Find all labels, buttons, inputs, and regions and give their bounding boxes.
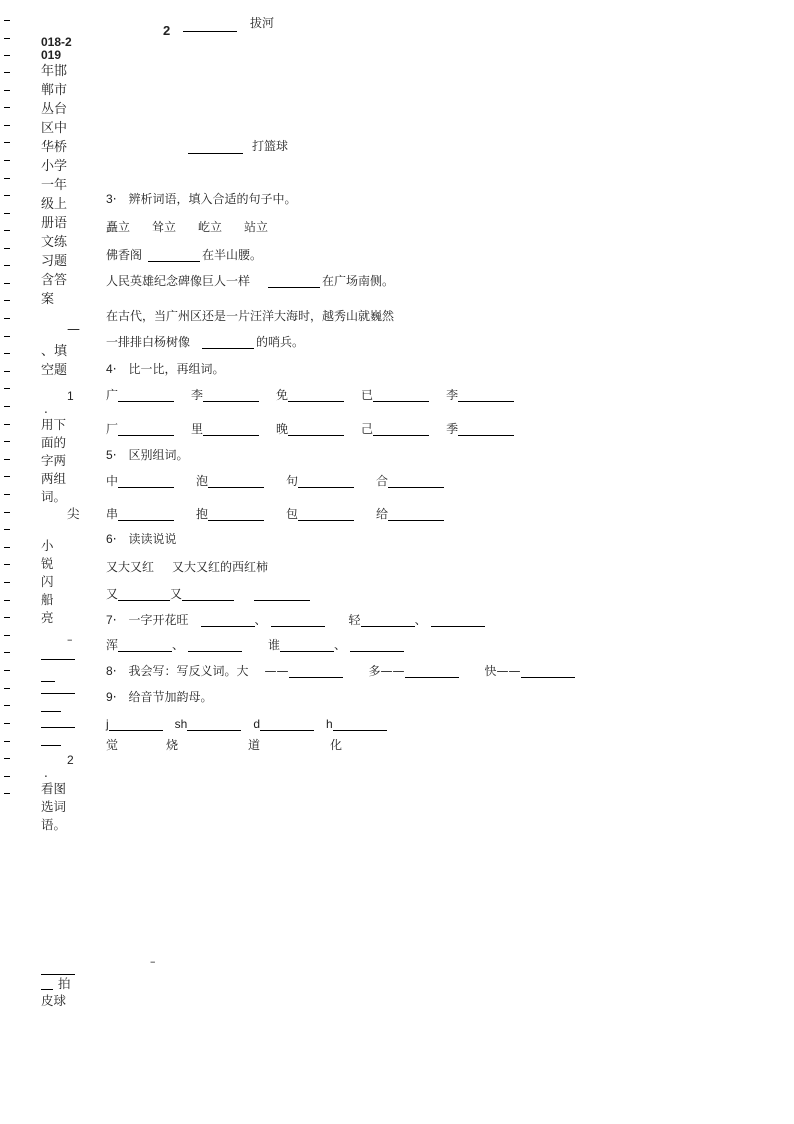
binding-mark: [4, 459, 10, 460]
q7-separator: 、: [334, 638, 347, 652]
binding-mark: [4, 300, 10, 301]
left-word: 闪: [41, 574, 54, 589]
row-char: 晚: [276, 422, 289, 436]
binding-mark: [4, 55, 10, 56]
row-char: 抱: [196, 507, 209, 521]
q7-blank[interactable]: [280, 640, 334, 652]
dalanqiu-blank: [188, 153, 243, 154]
title-char: 案: [41, 292, 55, 307]
q8-title: 我会写：写反义词。大: [128, 664, 249, 678]
title-char: 市: [54, 83, 68, 98]
binding-mark: [4, 142, 10, 143]
binding-mark: [4, 406, 10, 407]
final-blank[interactable]: [260, 719, 314, 731]
binding-mark: [4, 617, 10, 618]
title-char: 年: [41, 64, 55, 79]
left-q2-instruction: [41, 780, 66, 834]
title-char: 华: [41, 140, 55, 155]
left-q2-number: 2: [67, 753, 74, 767]
binding-mark: [4, 107, 10, 108]
left-answer-line: [41, 727, 75, 728]
row-char: 泡: [196, 474, 209, 488]
pinyin-initial: h: [326, 717, 333, 731]
q3-word: 矗立: [106, 220, 131, 234]
row-char: 李: [191, 388, 204, 402]
pai-answer-line: [41, 989, 53, 990]
row-char: 李: [446, 388, 459, 402]
left-answer-line: [41, 693, 75, 694]
final-blank[interactable]: [187, 719, 241, 731]
q5-number: 5: [106, 448, 113, 462]
bahe-blank: [183, 31, 237, 32]
title-char: 区: [41, 121, 55, 136]
binding-mark: [4, 494, 10, 495]
title-char: 题: [54, 254, 68, 269]
title-char: 郸: [41, 83, 55, 98]
q3-title: 辨析词语，填入合适的句子中。: [128, 192, 297, 206]
q3-sentence-3-line2: [106, 335, 304, 349]
binding-mark: [4, 600, 10, 601]
q6-blank[interactable]: [182, 589, 234, 601]
answer-blank[interactable]: [203, 424, 259, 436]
q8-kuai: 快——: [484, 664, 521, 678]
pinyin-initial: j: [106, 717, 109, 731]
q4-row-2: [106, 422, 514, 436]
q6-answer-row: [106, 587, 310, 601]
q9-chars-row: [106, 738, 342, 752]
binding-mark: [4, 547, 10, 548]
title-char: 习: [41, 254, 55, 269]
q3-word: 屹立: [198, 220, 223, 234]
row-char: 季: [446, 422, 459, 436]
target-char: 觉: [106, 738, 119, 752]
binding-mark: [4, 283, 10, 284]
q3-s3-blank[interactable]: [202, 337, 254, 349]
q8-row: [106, 664, 575, 678]
left-word-list: [41, 537, 54, 627]
q4-heading: [106, 362, 225, 376]
q3-number: 3: [106, 192, 113, 206]
q4-row-1: [106, 388, 514, 402]
title-char: 学: [54, 159, 68, 174]
q3-sentence-1: [106, 248, 262, 262]
bottom-dash: –: [150, 955, 156, 968]
q3-s1-post: 在半山腰。: [202, 248, 263, 262]
binding-mark: [4, 441, 10, 442]
bahe-label: 拔河: [250, 16, 275, 30]
q7-separator: 、: [414, 613, 427, 627]
q8-blank[interactable]: [289, 666, 343, 678]
row-char: 广: [106, 388, 119, 402]
q3-s2-pre: 人民英雄纪念碑像巨人一样: [106, 274, 251, 288]
row-char: 句: [286, 474, 299, 488]
binding-mark: [4, 125, 10, 126]
q3-sentence-3-line1: 在古代，当广州区还是一片汪洋大海时，越秀山就巍然: [106, 309, 395, 323]
left-word: 锐: [41, 556, 54, 571]
q3-s3-post: 的哨兵。: [256, 335, 305, 349]
binding-mark: [4, 512, 10, 513]
title-char: 小: [41, 159, 55, 174]
q6-dot: ·: [112, 532, 117, 546]
binding-mark: [4, 230, 10, 231]
q5-row-2: [106, 507, 444, 521]
title-char: 桥: [54, 140, 68, 155]
q8-dash: ——: [264, 664, 289, 678]
binding-mark: [4, 758, 10, 759]
piqiu-label: 皮球: [41, 993, 67, 1008]
q6-examples: [106, 560, 268, 574]
q9-dot: ·: [112, 690, 117, 704]
binding-mark: [4, 776, 10, 777]
q6-heading: [106, 532, 177, 546]
left-q2-dot: .: [44, 766, 48, 780]
q3-word: 站立: [244, 220, 269, 234]
pai-answer-line: [41, 974, 75, 975]
binding-mark: [4, 38, 10, 39]
binding-mark: [4, 688, 10, 689]
q1-instruction-line: 两组: [41, 471, 67, 486]
title-char: 答: [54, 273, 68, 288]
q3-s2-post: 在广场南侧。: [322, 274, 395, 288]
binding-mark: [4, 353, 10, 354]
binding-mark: [4, 723, 10, 724]
answer-blank[interactable]: [388, 476, 444, 488]
q7-title: 一字开花旺: [128, 613, 189, 627]
binding-mark: [4, 424, 10, 425]
q6-example-2: 又大又红的西红柿: [172, 560, 269, 574]
binding-mark: [4, 388, 10, 389]
q7-row-2: [106, 638, 404, 652]
q3-sentence-2: [106, 274, 394, 288]
q1-instruction-line: 面的: [41, 435, 67, 450]
q7-separator: 、: [172, 638, 185, 652]
row-char: 串: [106, 507, 119, 521]
q5-heading: [106, 448, 189, 462]
q7-separator: 、: [254, 613, 267, 627]
left-answer-line: [41, 711, 61, 712]
row-char: 合: [376, 474, 389, 488]
q7-blank[interactable]: [118, 640, 172, 652]
answer-blank[interactable]: [118, 509, 174, 521]
left-answer-line: [41, 745, 61, 746]
q9-initials-row: [106, 717, 387, 731]
binding-mark: [4, 670, 10, 671]
answer-blank[interactable]: [388, 509, 444, 521]
final-blank[interactable]: [333, 719, 387, 731]
pai-label: 拍: [58, 976, 71, 991]
q3-word: 耸立: [152, 220, 177, 234]
title-char: 年: [54, 178, 68, 193]
binding-mark: [4, 529, 10, 530]
title-char: 上: [54, 197, 68, 212]
q3-s1-pre: 佛香阁: [106, 248, 143, 262]
q7-row-1: [106, 613, 485, 627]
left-q1-dot: .: [44, 402, 48, 416]
q7-number: 7: [106, 613, 113, 627]
title-char: 语: [54, 216, 68, 231]
binding-mark: [4, 195, 10, 196]
binding-mark: [4, 741, 10, 742]
binding-mark: [4, 318, 10, 319]
q5-row-1: [106, 474, 444, 488]
q5-dot: ·: [112, 448, 117, 462]
binding-mark: [4, 178, 10, 179]
left-answer-line: [41, 659, 75, 660]
row-char: 免: [276, 388, 289, 402]
row-char: 给: [376, 507, 389, 521]
q3-s1-blank[interactable]: [148, 250, 200, 262]
document-title: [41, 36, 75, 309]
q8-dot: ·: [112, 664, 117, 678]
q8-duo: 多——: [368, 664, 405, 678]
answer-blank[interactable]: [298, 509, 354, 521]
answer-blank[interactable]: [373, 424, 429, 436]
binding-mark: [4, 265, 10, 266]
q3-s2-blank[interactable]: [268, 276, 320, 288]
title-year: 018-2019: [41, 35, 72, 62]
q9-title: 给音节加韵母。: [128, 690, 213, 704]
q7-blank[interactable]: [188, 640, 242, 652]
target-char: 烧: [166, 738, 179, 752]
q2-number: 2: [163, 23, 171, 38]
title-char: 邯: [54, 64, 68, 79]
title-char: 文: [41, 235, 55, 250]
q1-instruction-line: 词。: [41, 489, 67, 504]
section-dash: —: [67, 322, 80, 337]
q2-instruction-line: 语。: [41, 817, 67, 832]
binding-mark: [4, 90, 10, 91]
pinyin-initial: d: [253, 717, 261, 731]
q2-instruction-line: 选词: [41, 799, 67, 814]
q4-number: 4: [106, 362, 113, 376]
answer-blank[interactable]: [203, 390, 259, 402]
q7-blank[interactable]: [431, 615, 485, 627]
answer-blank[interactable]: [288, 390, 344, 402]
q3-dot: ·: [112, 192, 117, 206]
target-char: 道: [248, 738, 261, 752]
title-char: 册: [41, 216, 55, 231]
q6-example-1: 又大又红: [106, 560, 155, 574]
answer-blank[interactable]: [208, 509, 264, 521]
section-heading: 、填空题: [41, 344, 68, 378]
q4-title: 比一比，再组词。: [128, 362, 225, 376]
q6-blank[interactable]: [118, 589, 170, 601]
binding-mark: [4, 371, 10, 372]
answer-blank[interactable]: [208, 476, 264, 488]
q7-shui: 谁: [268, 638, 281, 652]
q7-blank[interactable]: [201, 615, 255, 627]
q6-you-1: 又: [106, 587, 119, 601]
q6-number: 6: [106, 532, 113, 546]
left-answer-line: [41, 681, 55, 682]
binding-mark: [4, 20, 10, 21]
title-char: 台: [54, 102, 68, 117]
left-word: 亮: [41, 610, 54, 625]
left-word-first: 尖: [67, 506, 80, 521]
title-chars: [41, 62, 75, 309]
binding-mark: [4, 160, 10, 161]
answer-blank[interactable]: [118, 424, 174, 436]
title-char: 含: [41, 273, 55, 288]
q7-dot: ·: [112, 613, 117, 627]
q3-word-list: [106, 220, 268, 234]
q4-dot: ·: [112, 362, 117, 376]
answer-blank[interactable]: [298, 476, 354, 488]
binding-mark: [4, 213, 10, 214]
binding-mark: [4, 248, 10, 249]
left-word: 小: [41, 538, 54, 553]
q8-blank[interactable]: [405, 666, 459, 678]
target-char: 化: [330, 738, 343, 752]
q7-blank[interactable]: [271, 615, 325, 627]
q6-title: 读读说说: [128, 532, 177, 546]
title-char: 级: [41, 197, 55, 212]
q9-heading: [106, 690, 213, 704]
q6-you-2: 又: [170, 587, 183, 601]
q1-instruction-line: 字两: [41, 453, 67, 468]
answer-blank[interactable]: [373, 390, 429, 402]
dalanqiu-label: 打篮球: [252, 139, 289, 153]
answer-blank[interactable]: [288, 424, 344, 436]
q7-hun: 浑: [106, 638, 119, 652]
final-blank[interactable]: [109, 719, 163, 731]
binding-mark: [4, 72, 10, 73]
binding-mark: [4, 336, 10, 337]
row-char: 里: [191, 422, 204, 436]
q3-s3-pre: 一排排白杨树像: [106, 335, 191, 349]
answer-blank[interactable]: [458, 424, 514, 436]
binding-mark: [4, 793, 10, 794]
binding-mark: [4, 582, 10, 583]
row-char: 厂: [106, 422, 119, 436]
title-char: 丛: [41, 102, 55, 117]
left-q1-number: 1: [67, 389, 74, 403]
left-word: 船: [41, 592, 54, 607]
q8-number: 8: [106, 664, 113, 678]
q7-blank[interactable]: [361, 615, 415, 627]
q8-blank[interactable]: [521, 666, 575, 678]
q6-blank[interactable]: [254, 589, 310, 601]
left-small-dash: –: [67, 633, 73, 646]
q7-blank[interactable]: [350, 640, 404, 652]
q5-title: 区别组词。: [128, 448, 189, 462]
left-q1-instruction: [41, 416, 66, 506]
pinyin-initial: sh: [174, 717, 188, 731]
q9-number: 9: [106, 690, 113, 704]
q7-qing: 轻: [348, 613, 361, 627]
answer-blank[interactable]: [118, 390, 174, 402]
row-char: 包: [286, 507, 299, 521]
q1-instruction-line: 用下: [41, 417, 67, 432]
binding-mark: [4, 635, 10, 636]
row-char: 己: [361, 422, 374, 436]
binding-mark: [4, 476, 10, 477]
binding-mark: [4, 652, 10, 653]
q3-heading: [106, 192, 297, 206]
binding-mark: [4, 564, 10, 565]
row-char: 已: [361, 388, 374, 402]
title-char: 一: [41, 178, 55, 193]
title-char: 中: [54, 121, 68, 136]
row-char: 中: [106, 474, 119, 488]
answer-blank[interactable]: [458, 390, 514, 402]
answer-blank[interactable]: [118, 476, 174, 488]
q2-instruction-line: 看图: [41, 781, 67, 796]
binding-mark: [4, 705, 10, 706]
title-char: 练: [54, 235, 68, 250]
